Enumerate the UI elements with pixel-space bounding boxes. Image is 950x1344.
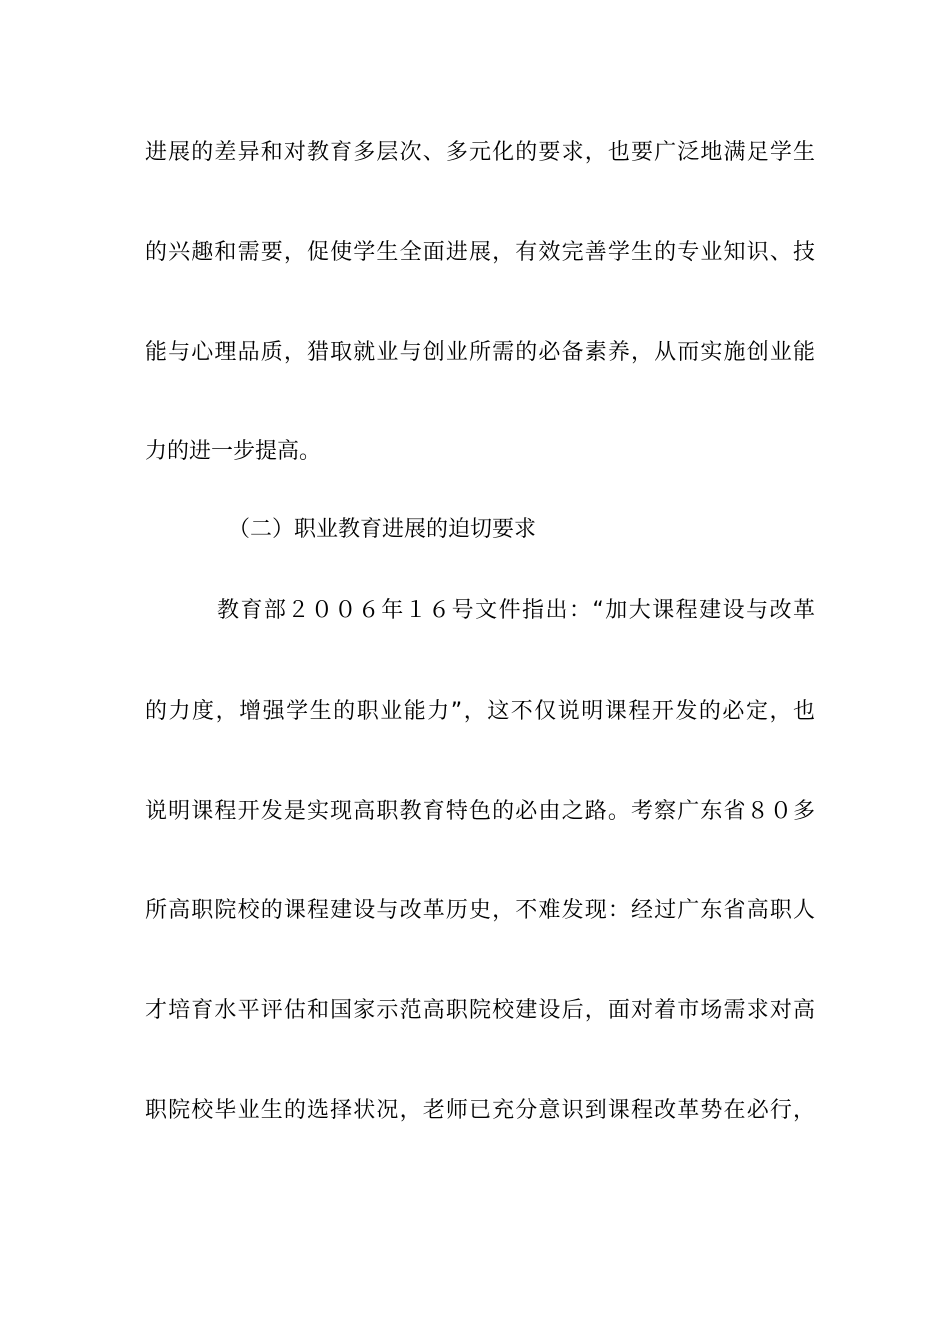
paragraph-line-8: 所高职院校的课程建设与改革历史，不难发现：经过广东省高职人 [145, 898, 815, 923]
paragraph-line-4: 力的进一步提高。 [145, 439, 322, 464]
paragraph-line-6: 的力度，增强学生的职业能力”，这不仅说明课程开发的必定，也 [145, 699, 815, 724]
paragraph-line-7: 说明课程开发是实现高职教育特色的必由之路。考察广东省８０多 [145, 799, 815, 824]
paragraph-line-9: 才培育水平评估和国家示范高职院校建设后，面对着市场需求对高 [145, 998, 815, 1023]
paragraph-line-2: 的兴趣和需要，促使学生全面进展，有效完善学生的专业知识、技 [145, 240, 815, 265]
paragraph-line-10: 职院校毕业生的选择状况，老师已充分意识到课程改革势在必行， [145, 1098, 815, 1123]
paragraph-line-1: 进展的差异和对教育多层次、多元化的要求，也要广泛地满足学生 [145, 140, 815, 165]
paragraph-line-3: 能与心理品质，猎取就业与创业所需的必备素养，从而实施创业能 [145, 340, 815, 365]
section-heading: （二）职业教育进展的迫切要求 [228, 517, 537, 542]
paragraph-line-5: 教育部２００６年１６号文件指出：“加大课程建设与改革 [217, 598, 815, 623]
